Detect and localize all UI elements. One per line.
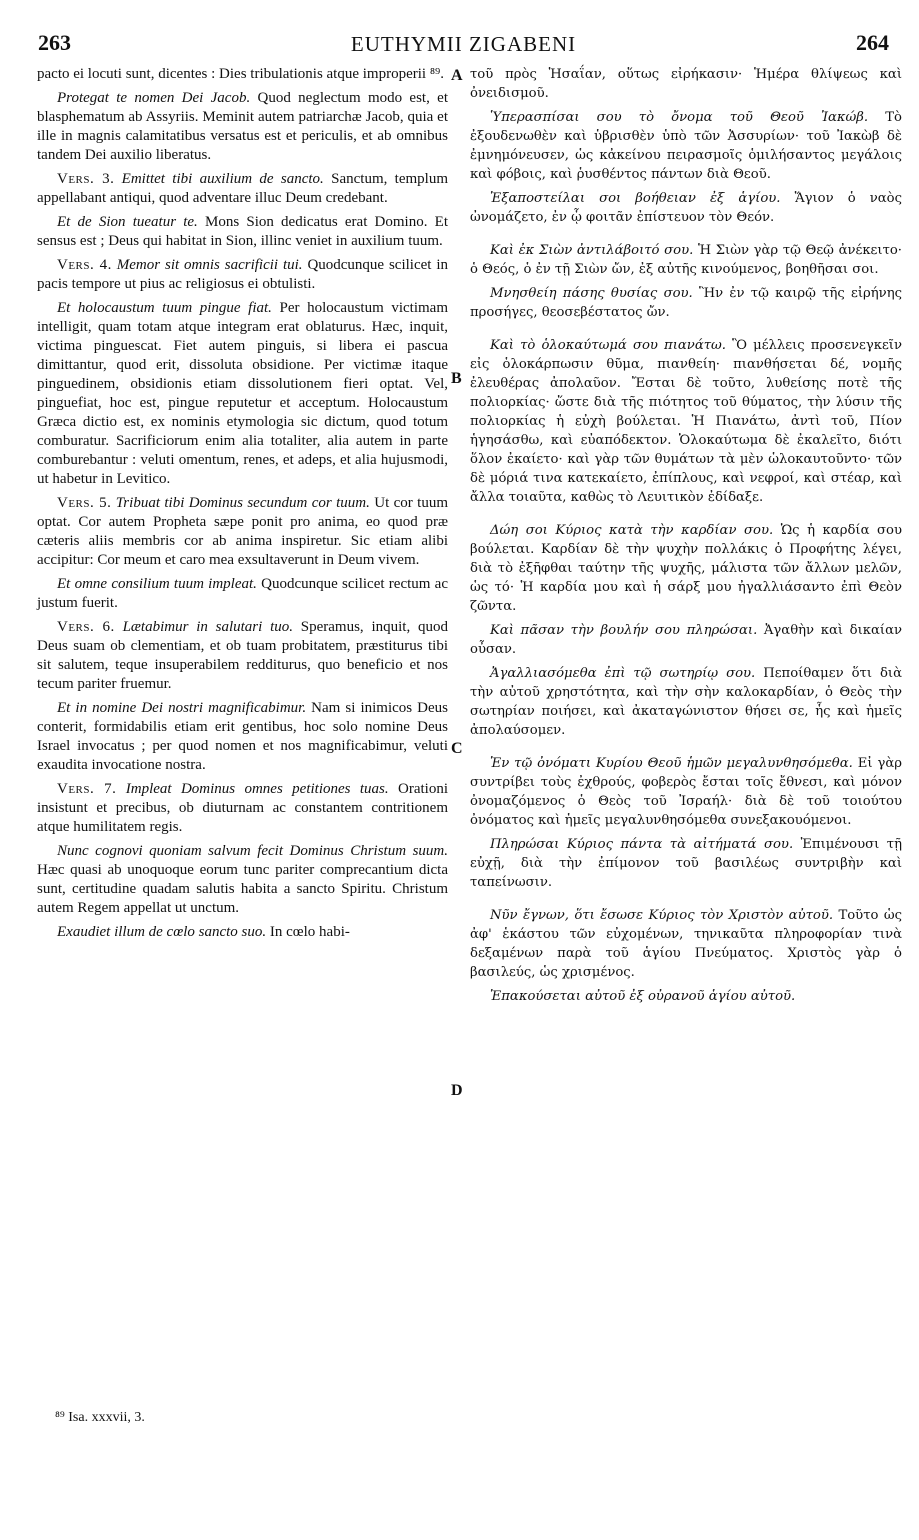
running-header — [38, 30, 889, 60]
latin-paragraph: Et omne consilium tuum impleat. Quodcunque scilicet rectum ac justum fuerit. — [37, 576, 448, 611]
greek-paragraph: Δώη σοι Κύριος κατὰ τὴν καρδίαν σου. Ὡς ἡ καρδία σου βούλεται. Καρδίαν δὲ τὴν ψυχὴν πολλάκις ὁ Προφήτης λέγει, διὰ τὸ ἐξῆφθαι ταύτην τῆς ψυχῆς, μάλιστα τῶν ἄλλων μελῶν, ὡς τό· Ἡ καρδία μου καὶ ἡ σάρξ μου ἠγαλλιάσαντο ἐπὶ Θεὸν ζῶντα. — [470, 523, 902, 614]
greek-paragraph: Νῦν ἔγνων, ὅτι ἔσωσε Κύριος τὸν Χριστὸν αὐτοῦ. Τοῦτο ὡς ἀφ' ἑκάστου τῶν εὐχομένων, τηνικαῦτα πληροφορίαν τινὰ δεξαμένων παρὰ τοῦ ἁγίου Πνεύματος. Χριστὸς γὰρ ὁ βασιλεύς, ὡς χρισμένος. — [470, 908, 902, 980]
greek-paragraph: Ὑπερασπίσαι σου τὸ ὄνομα τοῦ Θεοῦ Ἰακώβ. Τὸ ἐξουδενωθὲν καὶ ὑβρισθὲν ὑπὸ τῶν Ἀσσυρίων· τοῦ Ἰακὼβ δὲ ἐμνημόνευσεν, ὡς κἀκείνου πειρασμοῖς ὁμιλήσαντος μεγάλοις καὶ φόβοις, καὶ ῥυσθέντος πάντων διὰ Θεοῦ. — [470, 110, 902, 182]
latin-paragraph: Vers. 6. Lætabimur in salutari tuo. Speramus, inquit, quod Deus suam ob clementiam, et ob tuam probitatem, præstiturus tibi sit salutem, teque insuperabilem redditurus, quo beneficio et nos tecum pariter fruemur. — [37, 619, 448, 692]
greek-column — [470, 65, 902, 1011]
latin-paragraph: Exaudiet illum de cœlo sancto suo. In cœlo habi- — [57, 924, 350, 940]
greek-paragraph: Ἐξαποστείλαι σοι βοήθειαν ἐξ ἁγίου. Ἅγιον ὁ ναὸς ὠνομάζετο, ἐν ᾧ φοιτᾶν ἐπίστευον τὸν Θεόν. — [470, 191, 902, 225]
greek-paragraph: Μνησθείη πάσης θυσίας σου. Ἣν ἐν τῷ καιρῷ τῆς εἰρήνης προσήγες, θεοσεβέστατος ὤν. — [470, 286, 902, 320]
latin-paragraph: Et de Sion tueatur te. Mons Sion dedicatus erat Domino. Et sensus est ; Deus qui habitat in Sion, illinc veniet in auxilium tuum. — [37, 214, 448, 249]
margin-marker-a: A — [451, 67, 463, 84]
latin-paragraph: Protegat te nomen Dei Jacob. Quod neglectum modo est, et blasphematum ab Assyriis. Meminit autem patriarchæ Jacob, quia et ille in magnis calamitatibus versatus est et periculis, et ab omnibus tandem Dei auxilio liberatus. — [37, 90, 448, 163]
greek-paragraph: τοῦ πρὸς Ἡσαΐαν, οὕτως εἰρήκασιν· Ἡμέρα θλίψεως καὶ ὀνειδισμοῦ. — [470, 67, 902, 101]
latin-paragraph: Nunc cognovi quoniam salvum fecit Dominus Christum suum. Hæc quasi ab unoquoque eorum tunc pariter comprecantium dicta sunt, certitudine quadam salutis habita a sancto Spiritu. Christum autem Regem appellat ut unctum. — [37, 843, 448, 916]
footnote: ⁸⁹ Isa. xxxvii, 3. — [55, 1410, 145, 1425]
latin-paragraph: Vers. 7. Impleat Dominus omnes petitiones tuas. Orationi insistunt et precibus, ob diuturnam ac constantem contritionem atque humilitatem regis. — [37, 781, 448, 835]
greek-paragraph: Ἐπακούσεται αὐτοῦ ἐξ οὐρανοῦ ἁγίου αὐτοῦ. — [490, 989, 796, 1004]
greek-paragraph: Καὶ ἐκ Σιὼν ἀντιλάβοιτό σου. Ἡ Σιὼν γὰρ τῷ Θεῷ ἀνέκειτο· ὁ Θεός, ὁ ἐν τῇ Σιὼν ὤν, ἐξ αὐτῆς κινούμενος, βοηθῆσαι σοι. — [470, 243, 902, 277]
margin-marker-c: C — [451, 740, 463, 757]
margin-marker-d: D — [451, 1082, 463, 1099]
page-number-right: 264 — [856, 30, 889, 55]
page-number-left: 263 — [38, 30, 71, 55]
greek-paragraph: Ἀγαλλιασόμεθα ἐπὶ τῷ σωτηρίῳ σου. Πεποίθαμεν ὅτι διὰ τὴν αὐτοῦ χρηστότητα, καὶ τὴν σὴν καλοκαρδίαν, ὁ Θεὸς τὴν σωτηρίαν ποιήσει, καὶ ἀκαταγώνιστον θήσει σε, ἧς καὶ ἡμεῖς ἀπολαύσομεν. — [470, 666, 902, 738]
latin-column — [37, 65, 448, 947]
greek-paragraph: Ἐν τῷ ὀνόματι Κυρίου Θεοῦ ἡμῶν μεγαλυνθησόμεθα. Εἰ γὰρ συντρίβει τοὺς ἐχθρούς, φοβερὸς ἔσται τοῖς ἔθνεσι, καὶ μόνον ὀνομαζόμενος ὁ Θεὸς τοῦ Ἰσραήλ· διὰ δὲ τοῦ τοιούτου ὀνόματος καὶ ἡμεῖς μεγαλυνθησόμεθα συνεξακουόμενοι. — [470, 756, 902, 828]
margin-marker-b: B — [451, 370, 462, 387]
latin-paragraph: pacto ei locuti sunt, dicentes : Dies tribulationis atque improperii ⁸⁹. — [37, 66, 445, 82]
latin-paragraph: Vers. 4. Memor sit omnis sacrificii tui. Quodcunque scilicet in pacis tempore ut pius ac religiosus ei obtulisti. — [37, 257, 449, 292]
latin-paragraph: Et holocaustum tuum pingue fiat. Per holocaustum victimam intelligit, quam totam atque integram erat oblaturus. Hæc, inquit, victima pinguescat. Fiet autem pinguis, si libera ei pascua dimittantur, quod erit, dissoluta obsidione. Per victimæ itaque pinguedinem, obsidionis etiam dissolutionem fieri optat. Vel, pinguefiat, hoc est, pingue reputetur et acceptum. Holocaustum Græca dictio est, ex nominis etymologia sic dictum, quod totum comburatur. Sacrificiorum enim alia totaliter, alia autem in parte comburebantur : veluti omentum, renes, et adeps, et alia hujusmodi, ut habetur in Levitico. — [37, 300, 448, 487]
greek-paragraph: Πληρώσαι Κύριος πάντα τὰ αἰτήματά σου. Ἐπιμένουσι τῇ εὐχῇ, διὰ τὴν ἐπίμονον τοῦ βασιλέως συντριβὴν καὶ ταπείνωσιν. — [470, 837, 903, 890]
greek-paragraph: Καὶ τὸ ὁλοκαύτωμά σου πιανάτω. Ὃ μέλλεις προσενεγκεῖν εἰς ὁλοκάρπωσιν θῦμα, πιανθείη· πιανθήσεται δέ, νομῆς ἐλευθέρας ἀπολαῦον. Ἔσται δὲ τοῦτο, λυθείσης ποτὲ τῆς πολιορκίας· ὥστε διὰ τῆς πιότητος τοῦ θύματος, τὴν λύσιν τῆς πολιορκίας ἡ εὐχὴ βούλεται. Ἡ Πιανάτω, ἀντὶ τοῦ, Πίον ἡγησάσθω, καὶ εὐαπόδεκτον. Ὁλοκαύτωμα δὲ ἐκαλεῖτο, διότι ὅλον ἐκαίετο· καὶ γὰρ τῶν θυμάτων τὰ μὲν ὡλοκαυτοῦντο· τῶν δὲ μόριά τινα κατεκαίετο, ἐπίπλους, καὶ νεφροί, καὶ στέαρ, καὶ ἄλλα τοιαῦτα, καθὼς τὸ Λευιτικὸν ἐδίδαξε. — [470, 338, 902, 505]
latin-paragraph: Vers. 3. Emittet tibi auxilium de sancto. Sanctum, templum appellabant antiqui, quod adventare illuc Deum credebant. — [37, 171, 449, 206]
greek-paragraph: Καὶ πᾶσαν τὴν βουλήν σου πληρώσαι. Ἀγαθὴν καὶ δικαίαν οὖσαν. — [470, 623, 902, 657]
latin-paragraph: Vers. 5. Tribuat tibi Dominus secundum cor tuum. Ut cor tuum optat. Cor autem Propheta sæpe ponit pro anima, eo quod præ cæteris aliis membris cor ab anima inspiretur. Sic etiam alibi accipitur: Cor meum et caro mea exsultaverunt in Deum vivem. — [37, 495, 448, 568]
latin-paragraph: Et in nomine Dei nostri magnificabimur. Nam si inimicos Deus conterit, formidabilis etiam erit gentibus, hoc solo nomine Deus Israel invocatus ; per quod nomen et nos magnificabimur, veluti exaudita invocatione nostra. — [37, 700, 448, 773]
page-title: EUTHYMII ZIGABENI — [350, 32, 577, 56]
